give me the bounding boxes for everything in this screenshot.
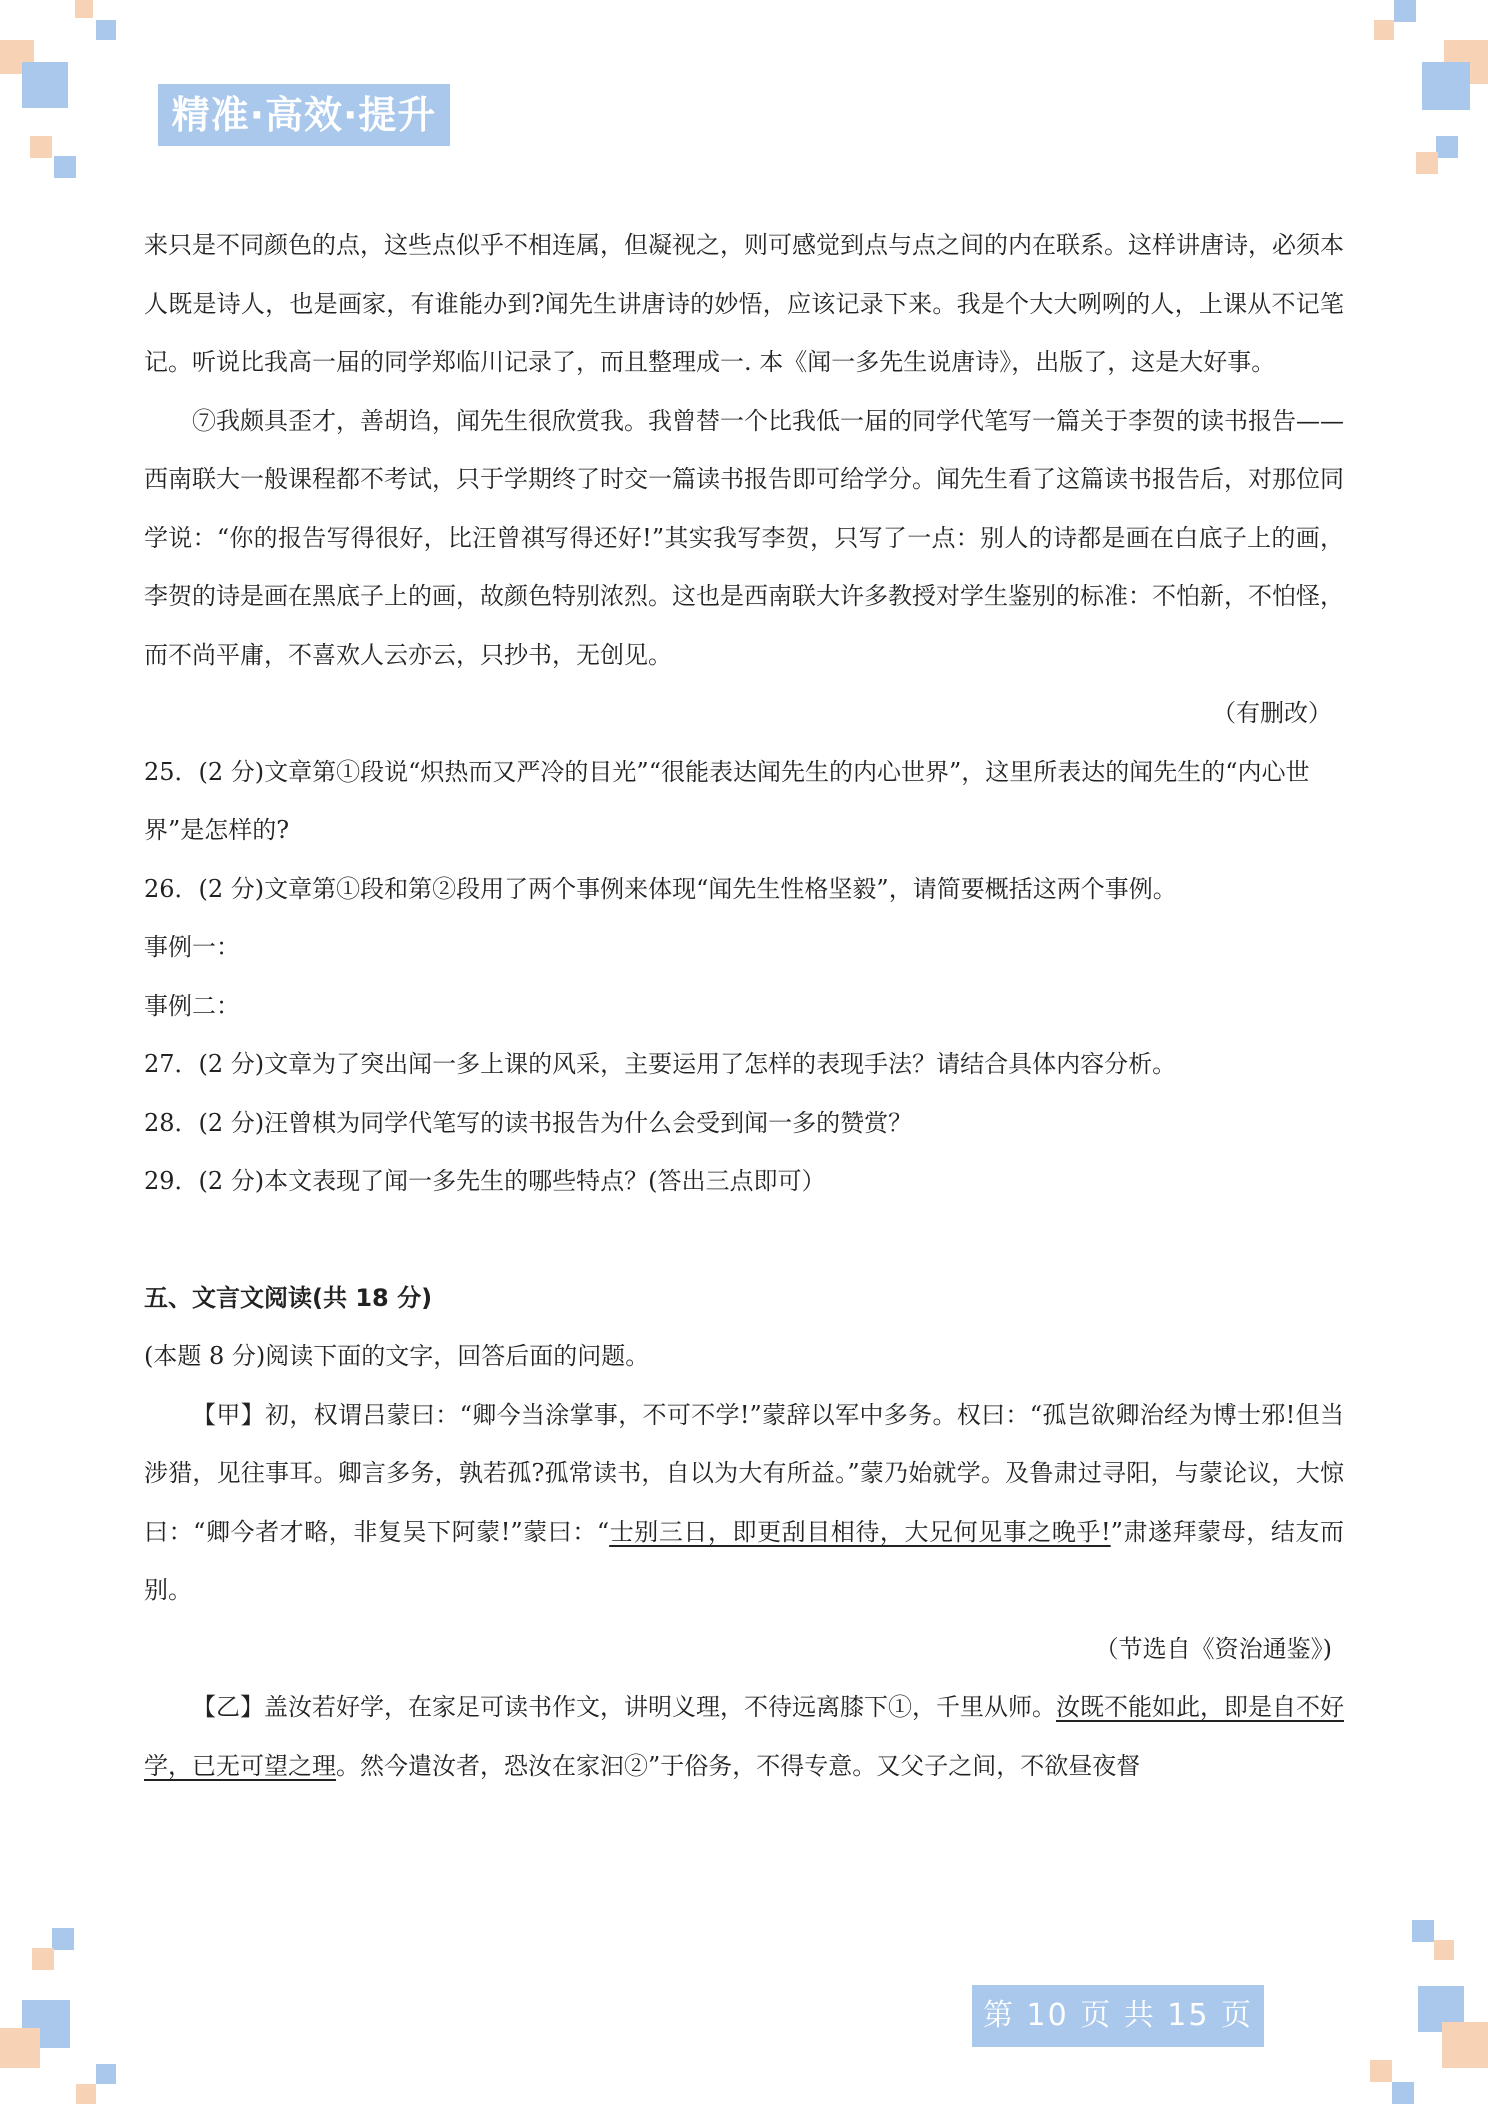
question-27: 27．(2 分)文章为了突出闻一多上课的风采，主要运用了怎样的表现手法？请结合具体内容分析。 <box>144 1050 1177 1078</box>
page-content <box>144 216 1344 1795</box>
passage-yi-text: 【乙】盖汝若好学，在家足可读书作文，讲明义理，不待远离膝下①，千里从师。 <box>192 1693 1056 1721</box>
corner-decoration <box>96 2064 116 2084</box>
corner-decoration <box>30 136 52 158</box>
corner-decoration <box>1374 20 1394 40</box>
corner-decoration <box>1412 1920 1434 1942</box>
example-two-label: 事例二： <box>144 991 240 1020</box>
corner-decoration <box>1422 62 1470 110</box>
question-29: 29．(2 分)本文表现了闻一多先生的哪些特点？(答出三点即可） <box>144 1167 826 1195</box>
corner-decoration <box>0 2028 40 2068</box>
section-title: 五、文言文阅读(共 18 分) <box>144 1283 433 1312</box>
question-25: 25．(2 分)文章第①段说“炽热而又严冷的目光”“很能表达闻先生的内心世界”，这里所表达的闻先生的“内心世界”是怎样的? <box>144 757 1310 844</box>
corner-decoration <box>1416 152 1438 174</box>
corner-decoration <box>54 156 76 178</box>
question-28: 28．(2 分)汪曾棋为同学代笔写的读书报告为什么会受到闻一多的赞赏？ <box>144 1108 913 1137</box>
underlined-sentence-yi: 汝既不能如此，即是自不好学，已无可望之理 <box>144 1693 1344 1780</box>
paragraph-7: ⑦我颇具歪才，善胡诌，闻先生很欣赏我。我曾替一个比我低一届的同学代笔写一篇关于李贺的读书报告——西南联大一般课程都不考试，只于学期终了时交一篇读书报告即可给学分。闻先生看了这篇读书报告后，对那位同学说：“你的报告写得很好，比汪曾祺写得还好!”其实我写李贺，只写了一点：别人的诗都是画在白底子上的画，李贺的诗是画在黑底子上的画，故颜色特别浓烈。这也是西南联大许多教授对学生鉴别的标准：不怕新，不怕怪，而不尚平庸，不喜欢人云亦云，只抄书，无创见。 <box>144 406 1344 669</box>
passage-jia-text: 【甲】初，权谓吕蒙曰：“卿今当涂掌事，不可不学!”蒙辞以军中多务。权曰：“孤岂欲卿治经为博士邪!但当涉猎，见往事耳。卿言多务，孰若孤?孤常读书，自以为大有所益。”蒙乃始就学。及鲁肃过寻阳，与蒙论议，大惊曰：“卿今者才略，非复吴下阿蒙!”蒙曰：“ <box>144 1400 1344 1546</box>
passage-yi <box>144 1678 1344 1795</box>
corner-decoration <box>1370 2060 1392 2082</box>
corner-decoration <box>1392 2082 1414 2104</box>
corner-decoration <box>32 1948 54 1970</box>
passage-jia <box>144 1386 1344 1620</box>
page-number: 第 10 页 共 15 页 <box>972 1985 1264 2047</box>
corner-decoration <box>1434 1940 1454 1960</box>
corner-decoration <box>1436 136 1458 158</box>
header-banner: 精准·高效·提升 <box>158 84 450 146</box>
paragraph-6-continued: 来只是不同颜色的点，这些点似乎不相连属，但凝视之，则可感觉到点与点之间的内在联系。这样讲唐诗，必须本人既是诗人，也是画家，有谁能办到?闻先生讲唐诗的妙悟，应该记录下来。我是个大大咧咧的人，上课从不记笔记。听说比我高一届的同学郑临川记录了，而且整理成一. 本《闻一多先生说唐诗》，出版了，这是大好事。 <box>144 231 1344 376</box>
passage-jia-text-end: ”肃遂拜蒙母，结友而别。 <box>144 1517 1344 1604</box>
source-note: （有删改） <box>1212 699 1332 727</box>
corner-decoration <box>52 1928 74 1950</box>
underlined-sentence-jia: 士别三日，即更刮目相待，大兄何见事之晚乎! <box>609 1517 1111 1546</box>
question-26: 26．(2 分)文章第①段和第②段用了两个事例来体现“闻先生性格坚毅”，请简要概括这两个事例。 <box>144 874 1177 903</box>
passage-yi-text-end: 。然今遣汝者，恐汝在家汩②”于俗务，不得专意。又父子之间，不欲昼夜督 <box>336 1751 1141 1780</box>
corner-decoration <box>1394 0 1416 22</box>
example-one-label: 事例一： <box>144 933 240 961</box>
section-intro: (本题 8 分)阅读下面的文字，回答后面的问题。 <box>144 1342 650 1370</box>
corner-decoration <box>22 62 68 108</box>
corner-decoration <box>76 2084 96 2104</box>
corner-decoration <box>1442 2022 1488 2068</box>
corner-decoration <box>75 0 93 18</box>
corner-decoration <box>96 20 116 40</box>
passage-jia-source: （节选自《资治通鉴》) <box>1094 1634 1332 1663</box>
